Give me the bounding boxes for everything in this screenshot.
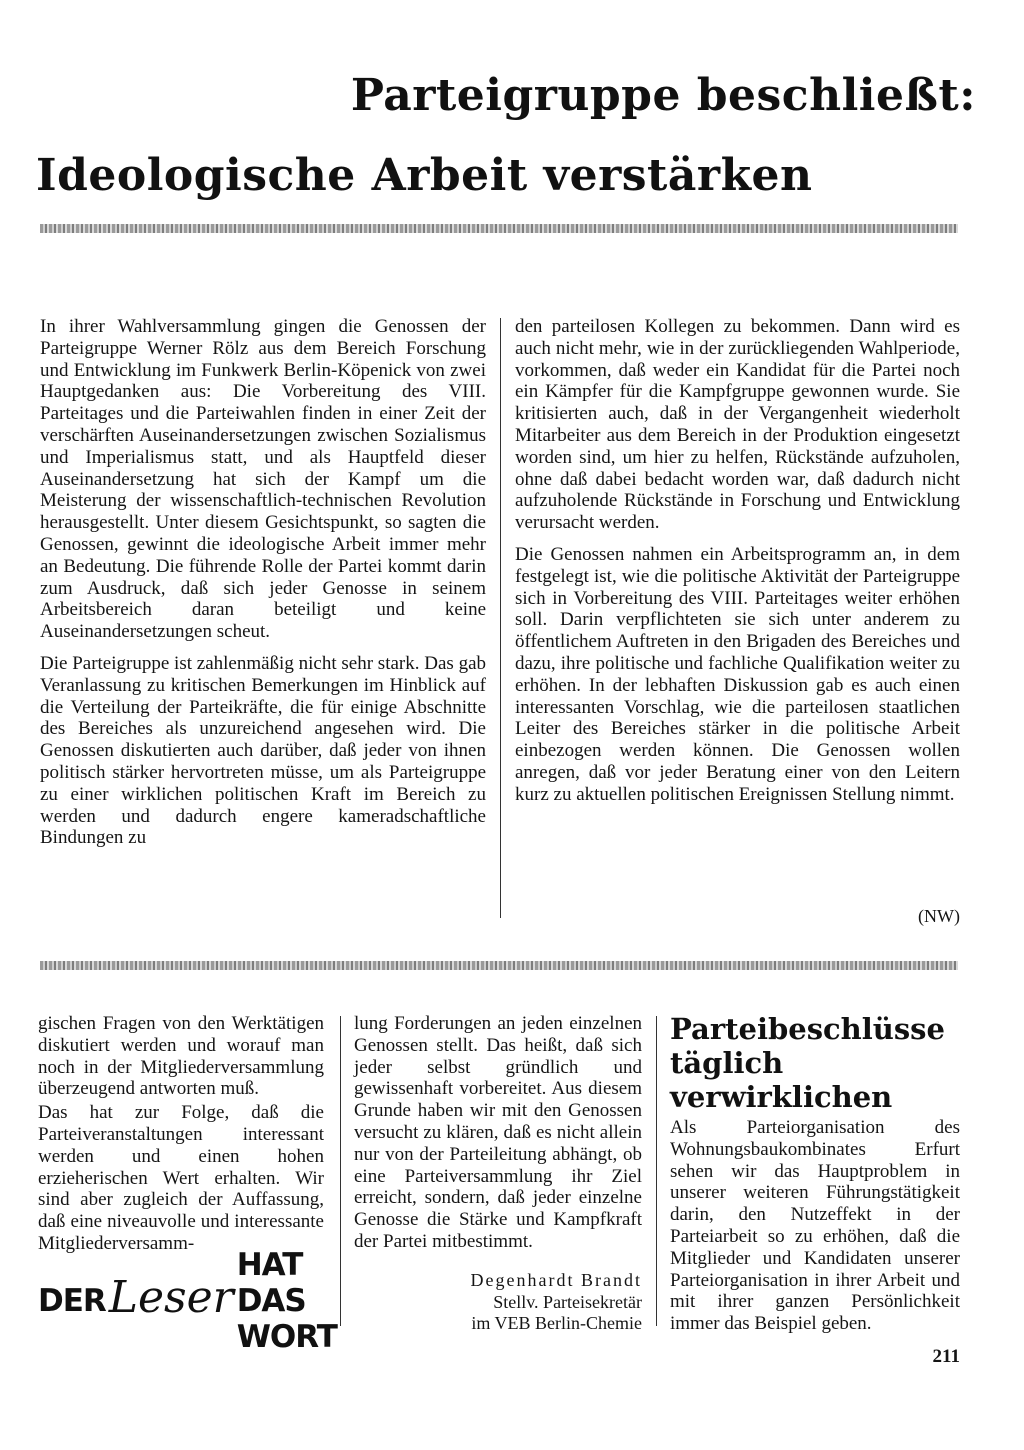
page-number: 211	[932, 1346, 960, 1367]
article1-column-separator	[500, 318, 501, 918]
article2-column-separator	[340, 1016, 341, 1326]
article1-left-paragraph: Die Parteigruppe ist zahlenmäßig nicht sehr stark. Das gab Veranlassung zu kritischen Bemerkungen im Hinblick auf die Verteilung der Parteikräfte, die für einige Abschnitte des Bereiches als unzureichend angesehen wird. Die Genossen diskutierten auch darüber, daß jeder von ihnen politisch stärker hervortreten müsse, um als Parteigruppe zu einer wirklichen politischen Kraft im Bereich zu werden und dadurch engere kameradschaftliche Bindungen zu	[40, 652, 486, 849]
logo-text-hat-das-wort: HAT DAS WORT	[236, 1247, 337, 1355]
article2-author-role: Stellv. Parteisekretär	[493, 1292, 642, 1312]
article2-column-2	[354, 1013, 642, 1263]
article3-column-separator	[656, 1016, 657, 1326]
headline-line-2: Ideologische Arbeit verstärken	[36, 150, 813, 201]
article1-right-paragraph: Die Genossen nahmen ein Arbeitsprogramm an, in dem festgelegt ist, wie die politische Aktivität der Parteigruppe sich in Vorbereitung des VIII. Parteitages weiter erhöhen soll. Darin verpflichteten sie sich unter anderem zu öffentlichem Auftreten in den Brigaden des Bereiches und dazu, ihre politische und fachliche Qualifikation weiter zu erhöhen. In der lebhaften Diskussion gab es auch einen interessanten Vorschlag, wie die parteilosen staatlichen Leiter des Bereiches stärker in die politische Arbeit einbezogen werden können. Die Genossen wollen anregen, daß vor jeder Beratung einer von den Leitern kurz zu aktuellen politischen Ereignissen Stellung nimmt.	[515, 543, 960, 805]
article2-author-org: im VEB Berlin-Chemie	[471, 1313, 642, 1333]
article2-column-1	[38, 1013, 324, 1265]
article2-col2-paragraph: lung Forderungen an jeden einzelnen Genossen stellt. Das heißt, daß sich jeder selbst gründlich und gewissenhaft vorbereitet. Aus diesem Grunde haben wir mit den Genossen versucht zu klären, daß es nicht allein nur von der Parteileitung abhängt, ob eine Parteiversammlung ihr Ziel erreicht, sondern, daß jeder einzelne Genosse die Stärke und Kampfkraft der Partei mitbestimmt.	[354, 1013, 642, 1252]
article1-left-column	[40, 316, 486, 859]
logo-text-der: DER	[38, 1283, 106, 1319]
article2-col1-paragraph: Das hat zur Folge, daß die Parteiveranstaltungen interessant werden und einen hohen erzieherischen Wert erhalten. Wir sind aber zugleich der Auffassung, daß eine niveauvolle und interessante Mitgliederversamm-	[38, 1102, 324, 1254]
der-leser-hat-das-wort-logo	[38, 1247, 337, 1355]
article1-right-paragraph: den parteilosen Kollegen zu bekommen. Dann wird es auch nicht mehr, wie in der zurückliegenden Wahlperiode, vorkommen, daß weder ein Kandidat für die Partei noch ein Kämpfer für die Kampfgruppe gewonnen wurde. Sie kritisierten auch, daß in der Vergangenheit wiederholt Mitarbeiter aus dem Bereich in der Produktion eingesetzt worden sind, um hier zu helfen, Rückstände aufzuholen, ohne daß dabei bedacht worden war, daß dadurch nicht aufzuholende Rückstände in Forschung und Entwicklung verursacht werden.	[515, 316, 960, 534]
article1-left-paragraph: In ihrer Wahlversammlung gingen die Genossen der Parteigruppe Werner Rölz aus dem Bereich Forschung und Entwicklung im Funkwerk Berlin-Köpenick von zwei Hauptgedanken aus: Die Vorbereitung des VIII. Parteitages und die Parteiwahlen finden in einer Zeit der verschärften Auseinandersetzungen zwischen Sozialismus und Imperialismus statt, und als Hauptfeld dieser Auseinandersetzung hat sich der Kampf um die Meisterung der wissenschaftlich-technischen Revolution herausgestellt. Unter diesem Gesichtspunkt, so sagten die Genossen, gewinnt die ideologische Arbeit immer mehr an Bedeutung. Die führende Rolle der Partei kommt darin zum Ausdruck, daß sich jeder Genosse in seinem Arbeitsbereich daran beteiligt und keine Auseinandersetzungen scheut.	[40, 316, 486, 643]
article2-author-name: Degenhardt Brandt	[470, 1270, 642, 1290]
article3-paragraph: Als Parteiorganisation des Wohnungsbaukombinates Erfurt sehen wir das Hauptproblem in unserer weiteren Führungstätigkeit darin, den Nutzeffekt in der Parteiarbeit so zu erhöhen, daß die Mitglieder und Kandidaten unserer Parteiorganisation in ihrer Arbeit und mit ihrer ganzen Persönlichkeit immer das Beispiel geben.	[670, 1117, 960, 1335]
headline-line-1: Parteigruppe beschließt:	[350, 70, 976, 121]
middle-divider	[40, 961, 958, 970]
article3-body	[670, 1117, 960, 1345]
logo-script-leser: Leser	[108, 1271, 234, 1323]
article2-col1-paragraph: gischen Fragen von den Werktätigen diskutiert werden und worauf man noch in der Mitgliederversammlung überzeugend antworten muß.	[38, 1013, 324, 1100]
article1-right-column	[515, 316, 960, 816]
article3-title: Parteibeschlüsse täglich verwirklichen	[670, 1012, 945, 1114]
top-divider	[40, 224, 958, 233]
article1-signature: (NW)	[918, 906, 960, 926]
